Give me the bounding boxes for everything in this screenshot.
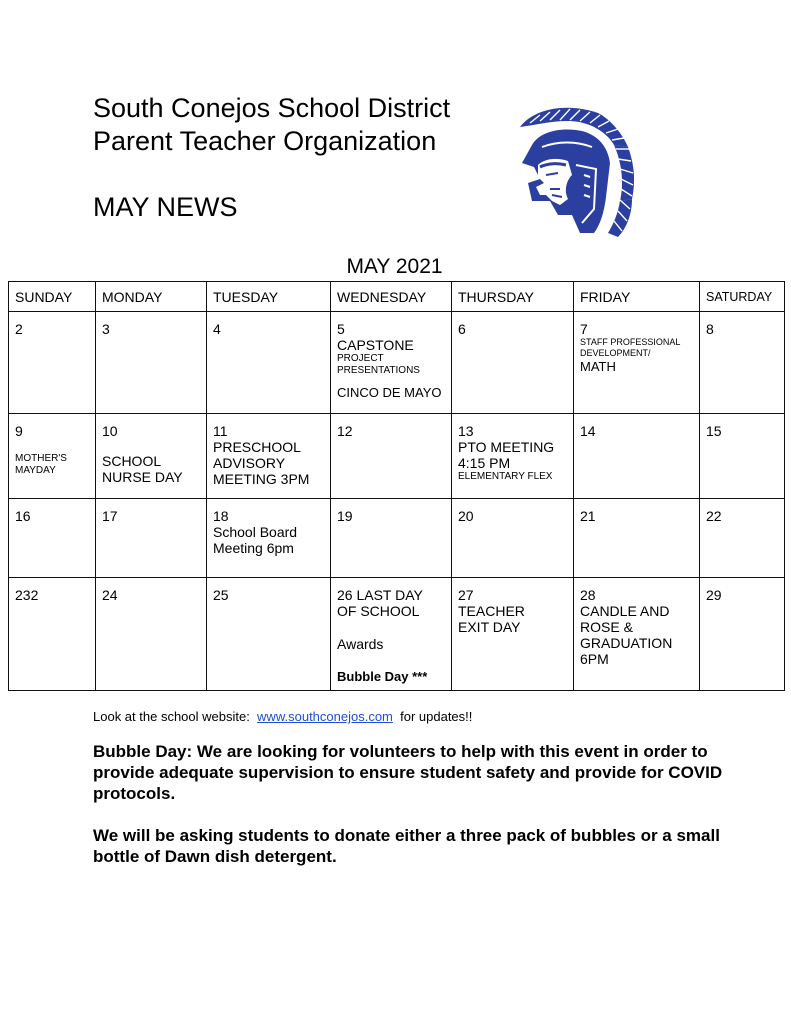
spartan-warrior-head-logo-icon	[510, 105, 640, 240]
event-text: ROSE &	[580, 619, 633, 635]
day-cell: 15	[700, 414, 785, 499]
donation-paragraph: We will be asking students to donate either a three pack of bubbles or a small bottle of Dawn dish detergent.	[93, 826, 720, 866]
event-text: MAYDAY	[15, 465, 56, 476]
event-text: OF SCHOOL	[337, 603, 420, 619]
event-text: GRADUATION	[580, 635, 673, 651]
event-text: Meeting 6pm	[213, 540, 294, 556]
event-text: NURSE DAY	[102, 469, 183, 485]
day-cell: 24	[96, 578, 207, 691]
weekday-thursday: THURSDAY	[452, 282, 574, 312]
district-name: South Conejos School District	[93, 93, 451, 123]
day-cell: 18 School Board Meeting 6pm	[207, 499, 331, 578]
bubble-day-paragraph: Bubble Day: We are looking for volunteers to help with this event in order to provide adequate supervision to ensure student safety and provide for COVID protocols.	[93, 742, 723, 803]
day-cell: 13 PTO MEETING 4:15 PM ELEMENTARY FLEX	[452, 414, 574, 499]
week-row	[9, 312, 785, 414]
event-text: Awards	[337, 636, 384, 652]
day-cell: 6	[452, 312, 574, 414]
event-text: 6PM	[580, 651, 609, 667]
day-cell: 25	[207, 578, 331, 691]
day-cell: 14	[574, 414, 700, 499]
event-text: CINCO DE MAYO	[337, 385, 442, 400]
event-text: PRESENTATIONS	[337, 365, 420, 376]
day-cell: 7 STAFF PROFESSIONAL DEVELOPMENT/ MATH	[574, 312, 700, 414]
day-cell: 27 TEACHER EXIT DAY	[452, 578, 574, 691]
day-cell: 22	[700, 499, 785, 578]
header	[93, 92, 450, 158]
organization-name: Parent Teacher Organization	[93, 126, 437, 156]
weekday-monday: MONDAY	[96, 282, 207, 312]
day-cell: 12	[331, 414, 452, 499]
day-cell: 19	[331, 499, 452, 578]
event-text: SCHOOL	[102, 453, 162, 469]
weekday-tuesday: TUESDAY	[207, 282, 331, 312]
day-cell: 8	[700, 312, 785, 414]
event-text: CAPSTONE	[337, 337, 414, 353]
week-row	[9, 414, 785, 499]
day-cell: 5 CAPSTONE PROJECT PRESENTATIONS CINCO DE MAYO	[331, 312, 452, 414]
day-cell: 4	[207, 312, 331, 414]
day-cell: 20	[452, 499, 574, 578]
weekday-sunday: SUNDAY	[9, 282, 96, 312]
day-cell: 26 LAST DAY OF SCHOOL Awards Bubble Day ***	[331, 578, 452, 691]
event-text: EXIT DAY	[458, 619, 521, 635]
day-cell: 9 MOTHER'S MAYDAY	[9, 414, 96, 499]
day-cell: 16	[9, 499, 96, 578]
weekday-friday: FRIDAY	[574, 282, 700, 312]
day-cell: 3	[96, 312, 207, 414]
may-calendar	[8, 281, 785, 691]
day-cell: 11 PRESCHOOL ADVISORY MEETING 3PM	[207, 414, 331, 499]
day-cell: 2	[9, 312, 96, 414]
day-cell: 17	[96, 499, 207, 578]
day-cell: 29	[700, 578, 785, 691]
newsletter-title: MAY NEWS	[93, 192, 238, 222]
event-text: 4:15 PM	[458, 455, 511, 471]
day-cell: 21	[574, 499, 700, 578]
calendar-title: MAY 2021	[346, 255, 443, 278]
event-text: DEVELOPMENT/	[580, 348, 651, 358]
event-text: ELEMENTARY FLEX	[458, 471, 553, 482]
week-row	[9, 578, 785, 691]
event-text: MEETING 3PM	[213, 471, 310, 487]
week-row	[9, 499, 785, 578]
event-text: PTO MEETING	[458, 439, 555, 455]
event-text: STAFF PROFESSIONAL	[580, 337, 681, 347]
school-website-link[interactable]: www.southconejos.com	[257, 709, 393, 724]
day-cell: 10 SCHOOL NURSE DAY	[96, 414, 207, 499]
event-text: Bubble Day ***	[337, 669, 428, 684]
event-text: MATH	[580, 359, 616, 374]
event-text: School Board	[213, 524, 298, 540]
event-text: PRESCHOOL	[213, 439, 301, 455]
event-text: ADVISORY	[213, 455, 286, 471]
event-text: CANDLE AND	[580, 603, 670, 619]
event-text: MOTHER'S	[15, 453, 67, 464]
day-cell: 232	[9, 578, 96, 691]
day-cell: 28 CANDLE AND ROSE & GRADUATION 6PM	[574, 578, 700, 691]
website-note: Look at the school website: www.southconejos.com for updates!!	[93, 709, 473, 724]
weekday-wednesday: WEDNESDAY	[331, 282, 452, 312]
event-text: TEACHER	[458, 603, 525, 619]
event-text: PROJECT	[337, 353, 384, 364]
weekday-header-row	[9, 282, 785, 312]
weekday-saturday: SATURDAY	[700, 282, 785, 312]
